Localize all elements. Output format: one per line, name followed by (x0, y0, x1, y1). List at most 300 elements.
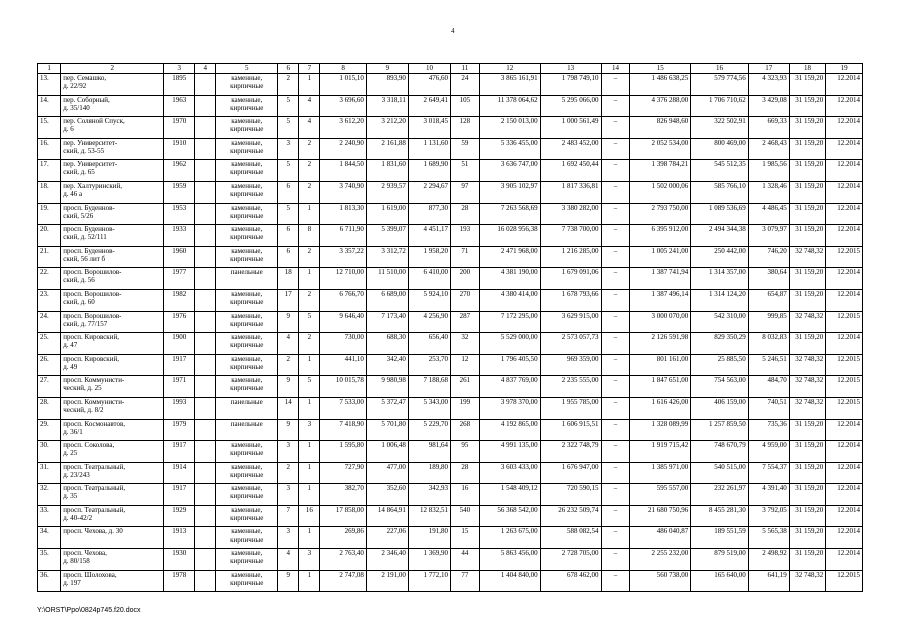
table-cell: 16 (450, 484, 479, 506)
table-cell: 2 (299, 289, 320, 311)
table-cell: 1 692 450,44 (540, 160, 601, 182)
table-cell: просп. Соколова, д. 25 (61, 441, 164, 463)
table-cell: 720 590,15 (540, 484, 601, 506)
table-cell: 12.2014 (826, 462, 863, 484)
table-cell: 730,00 (320, 333, 367, 355)
table-cell: 727,90 (320, 462, 367, 484)
table-cell: 1 (299, 527, 320, 549)
table-cell: 7 533,00 (320, 397, 367, 419)
table-cell: 2 235 555,00 (540, 376, 601, 398)
table-cell: – (601, 441, 630, 463)
table-cell: 999,85 (748, 311, 789, 333)
table-cell: 3 629 915,00 (540, 311, 601, 333)
table-cell: 17 (278, 289, 299, 311)
table-cell: 1 (299, 203, 320, 225)
table-cell: 105 (450, 95, 479, 117)
table-cell: 2 240,90 (320, 138, 367, 160)
table-cell: 12.2014 (826, 138, 863, 160)
table-cell: 3 (278, 138, 299, 160)
table-cell (195, 376, 216, 398)
column-header-12: 12 (479, 64, 540, 74)
table-cell: просп. Буденнов- ский, 5/26 (61, 203, 164, 225)
table-cell: 6 (278, 246, 299, 268)
table-cell: пер. Халтуринский, д. 46 а (61, 181, 164, 203)
table-cell (195, 354, 216, 376)
table-cell: 31 159,20 (789, 505, 826, 527)
table-cell: просп. Чехова, д. 30 (61, 527, 164, 549)
table-cell: 1 089 536,69 (691, 203, 749, 225)
table-cell: 28. (38, 397, 61, 419)
table-cell: просп. Коммунисти- ческий, д. 25 (61, 376, 164, 398)
table-cell: 31 159,20 (789, 181, 826, 203)
table-cell: 12.2014 (826, 333, 863, 355)
table-cell: 1979 (164, 419, 195, 441)
table-cell: 3 312,72 (366, 246, 408, 268)
table-cell: 322 502,91 (691, 117, 749, 139)
table-cell: 31 159,20 (789, 95, 826, 117)
table-cell: 18 (278, 268, 299, 290)
table-cell: 2 052 534,00 (630, 138, 691, 160)
table-cell: 1 689,90 (408, 160, 450, 182)
table-cell: 21 680 750,96 (630, 505, 691, 527)
table-cell: каменные, кирпичные (216, 441, 278, 463)
table-cell: 1 502 000,06 (630, 181, 691, 203)
table-cell: 2 (299, 138, 320, 160)
table-cell (195, 117, 216, 139)
table-cell: – (601, 354, 630, 376)
table-cell: 7 188,68 (408, 376, 450, 398)
table-cell: 14 (278, 397, 299, 419)
table-cell: 31 159,20 (789, 225, 826, 247)
table-cell (195, 484, 216, 506)
column-header-10: 10 (408, 64, 450, 74)
table-cell: 1900 (164, 333, 195, 355)
table-cell: пер. Университет- ский, д. 53-55 (61, 138, 164, 160)
table-cell: 4 323,93 (748, 74, 789, 96)
table-cell: 270 (450, 289, 479, 311)
table-cell: 1 817 336,81 (540, 181, 601, 203)
table-cell: 27. (38, 376, 61, 398)
table-cell: – (601, 268, 630, 290)
table-row (38, 441, 863, 463)
table-cell (195, 181, 216, 203)
table-cell: 342,93 (408, 484, 450, 506)
table-cell: 31 159,20 (789, 138, 826, 160)
table-cell: 585 766,10 (691, 181, 749, 203)
table-cell: 9 (278, 570, 299, 592)
table-cell: – (601, 376, 630, 398)
table-cell: 3 000 070,00 (630, 311, 691, 333)
table-cell: – (601, 419, 630, 441)
table-cell: 15 (450, 527, 479, 549)
column-number-row (38, 64, 863, 74)
table-cell: 16 028 956,38 (479, 225, 540, 247)
table-cell: 2 294,67 (408, 181, 450, 203)
table-cell: 31 159,20 (789, 117, 826, 139)
table-row (38, 527, 863, 549)
table-cell: 879 519,00 (691, 549, 749, 571)
table-cell: 3 212,20 (366, 117, 408, 139)
table-row (38, 138, 863, 160)
table-cell: 5 343,00 (408, 397, 450, 419)
table-cell: 2 763,40 (320, 549, 367, 571)
table-cell: 12.2015 (826, 246, 863, 268)
table-cell: каменные, кирпичные (216, 484, 278, 506)
table-cell: 588 082,54 (540, 527, 601, 549)
table-cell: 18. (38, 181, 61, 203)
table-cell: просп. Ворошилов- ский, д. 60 (61, 289, 164, 311)
table-cell: 2 498,92 (748, 549, 789, 571)
table-row (38, 203, 863, 225)
table-cell: 4 376 288,00 (630, 95, 691, 117)
table-cell: 232 261,97 (691, 484, 749, 506)
table-cell: 4 486,45 (748, 203, 789, 225)
table-cell: 261 (450, 376, 479, 398)
table-cell: 12.2014 (826, 505, 863, 527)
table-cell: 25 885,50 (691, 354, 749, 376)
table-cell: 1 813,30 (320, 203, 367, 225)
table-cell: 2 649,41 (408, 95, 450, 117)
table-cell (195, 505, 216, 527)
table-cell: 56 368 542,00 (479, 505, 540, 527)
table-cell: 5 399,07 (366, 225, 408, 247)
table-row (38, 333, 863, 355)
table-cell: 32 748,32 (789, 376, 826, 398)
table-cell: 95 (450, 441, 479, 463)
table-row (38, 74, 863, 96)
column-header-9: 9 (366, 64, 408, 74)
table-cell: 12.2014 (826, 74, 863, 96)
table-cell: 32. (38, 484, 61, 506)
table-cell (195, 527, 216, 549)
table-cell: 200 (450, 268, 479, 290)
table-cell: 352,60 (366, 484, 408, 506)
table-cell: 342,40 (366, 354, 408, 376)
table-cell (195, 570, 216, 592)
table-cell: 1 798 749,10 (540, 74, 601, 96)
table-cell: 1 844,50 (320, 160, 367, 182)
table-cell: 1 606 915,51 (540, 419, 601, 441)
table-cell: 7 418,90 (320, 419, 367, 441)
table-row (38, 181, 863, 203)
table-cell: 4 959,00 (748, 441, 789, 463)
column-header-4: 4 (195, 64, 216, 74)
table-cell: 3 (299, 549, 320, 571)
table-cell: 542 310,00 (691, 311, 749, 333)
table-cell: 2 322 748,79 (540, 441, 601, 463)
table-cell: 1 398 784,21 (630, 160, 691, 182)
table-cell: 1 847 651,00 (630, 376, 691, 398)
table-cell: 2 (299, 333, 320, 355)
table-cell: 1 131,60 (408, 138, 450, 160)
table-cell: – (601, 549, 630, 571)
table-cell: просп. Буденнов- ский, 56 лит б (61, 246, 164, 268)
table-cell: 30. (38, 441, 61, 463)
table-cell: 31 159,20 (789, 527, 826, 549)
table-cell: 17. (38, 160, 61, 182)
table-cell: – (601, 527, 630, 549)
table-cell: 3 636 747,00 (479, 160, 540, 182)
table-cell: 1 619,00 (366, 203, 408, 225)
table-cell: 1 678 793,66 (540, 289, 601, 311)
table-cell: 1917 (164, 441, 195, 463)
table-cell: 21. (38, 246, 61, 268)
table-cell: 1962 (164, 160, 195, 182)
table-row (38, 419, 863, 441)
table-cell: 32 (450, 333, 479, 355)
table-cell: 5 701,80 (366, 419, 408, 441)
table-cell: 441,10 (320, 354, 367, 376)
table-cell: 29. (38, 419, 61, 441)
table-cell: 6 (278, 225, 299, 247)
table-cell: 2 939,57 (366, 181, 408, 203)
table-cell: – (601, 181, 630, 203)
table-cell: пер. Соляной Спуск, д. 6 (61, 117, 164, 139)
table-cell: 31 159,20 (789, 289, 826, 311)
table-cell: 801 161,00 (630, 354, 691, 376)
table-cell: 748 670,79 (691, 441, 749, 463)
table-cell: 1982 (164, 289, 195, 311)
table-cell (195, 289, 216, 311)
table-cell (195, 160, 216, 182)
table-cell: 5 295 066,00 (540, 95, 601, 117)
table-cell: 1 369,90 (408, 549, 450, 571)
table-cell: каменные, кирпичные (216, 138, 278, 160)
table-cell: каменные, кирпичные (216, 225, 278, 247)
table-cell: 1895 (164, 74, 195, 96)
table-cell: 893,90 (366, 74, 408, 96)
table-cell: 656,40 (408, 333, 450, 355)
table-cell: 540 515,00 (691, 462, 749, 484)
table-cell: просп. Театральный, д. 35 (61, 484, 164, 506)
table-cell (195, 419, 216, 441)
table-cell: 540 (450, 505, 479, 527)
table-cell: 33. (38, 505, 61, 527)
table-cell: 13. (38, 74, 61, 96)
table-cell: 3 429,08 (748, 95, 789, 117)
table-cell: 9 (278, 376, 299, 398)
table-cell: 1914 (164, 462, 195, 484)
table-cell: – (601, 225, 630, 247)
table-cell: 12.2015 (826, 311, 863, 333)
table-cell: – (601, 138, 630, 160)
table-cell: 51 (450, 160, 479, 182)
table-row (38, 268, 863, 290)
table-cell: каменные, кирпичные (216, 311, 278, 333)
table-cell: 1917 (164, 354, 195, 376)
table-cell: 31 159,20 (789, 419, 826, 441)
table-cell: каменные, кирпичные (216, 181, 278, 203)
table-cell: 32 748,32 (789, 311, 826, 333)
table-cell: 5 (278, 203, 299, 225)
column-header-5: 5 (216, 64, 278, 74)
table-cell: 7 (278, 505, 299, 527)
table-cell: просп. Театральный, д. 23/243 (61, 462, 164, 484)
table-cell (195, 95, 216, 117)
table-cell: 97 (450, 181, 479, 203)
table-cell: 253,70 (408, 354, 450, 376)
table-cell: 189,80 (408, 462, 450, 484)
column-header-3: 3 (164, 64, 195, 74)
table-cell: 6 (278, 181, 299, 203)
table-cell: 10 015,78 (320, 376, 367, 398)
table-row (38, 95, 863, 117)
table-cell: 1 387 741,94 (630, 268, 691, 290)
table-cell: просп. Чехова, д. 80/158 (61, 549, 164, 571)
table-cell: 2 (299, 181, 320, 203)
table-cell: 287 (450, 311, 479, 333)
table-cell: 189 551,59 (691, 527, 749, 549)
table-cell: 2 (278, 462, 299, 484)
table-cell: каменные, кирпичные (216, 354, 278, 376)
table-cell: 9 (278, 419, 299, 441)
table-cell: 1 676 947,00 (540, 462, 601, 484)
table-cell: 199 (450, 397, 479, 419)
table-cell: 1 000 561,49 (540, 117, 601, 139)
table-cell: 9 646,40 (320, 311, 367, 333)
table-cell: 5 (278, 117, 299, 139)
table-cell: 4 (278, 333, 299, 355)
table-cell: 16. (38, 138, 61, 160)
column-header-14: 14 (601, 64, 630, 74)
table-cell: – (601, 95, 630, 117)
table-cell: 477,00 (366, 462, 408, 484)
table-cell: 1976 (164, 311, 195, 333)
table-cell: 6 711,90 (320, 225, 367, 247)
table-row (38, 484, 863, 506)
column-header-8: 8 (320, 64, 367, 74)
table-cell: 4 391,40 (748, 484, 789, 506)
table-cell: пер. Семашко, д. 22/92 (61, 74, 164, 96)
table-cell: 12.2014 (826, 203, 863, 225)
table-cell: 380,64 (748, 268, 789, 290)
table-cell: каменные, кирпичные (216, 462, 278, 484)
table-cell: 12.2014 (826, 181, 863, 203)
table-cell: 1929 (164, 505, 195, 527)
table-cell: 2 150 013,00 (479, 117, 540, 139)
table-cell: 26 232 509,74 (540, 505, 601, 527)
table-cell: 11 510,00 (366, 268, 408, 290)
table-cell: – (601, 462, 630, 484)
table-cell: 31. (38, 462, 61, 484)
table-cell: каменные, кирпичные (216, 333, 278, 355)
table-cell: просп. Кировский, д. 47 (61, 333, 164, 355)
table-cell: 7 173,40 (366, 311, 408, 333)
page-number: 4 (451, 27, 455, 35)
table-cell: 3 (299, 419, 320, 441)
table-cell: 3 865 161,91 (479, 74, 540, 96)
table-cell: 34. (38, 527, 61, 549)
table-cell: 7 738 700,00 (540, 225, 601, 247)
table-cell: каменные, кирпичные (216, 74, 278, 96)
table-cell (195, 74, 216, 96)
table-row (38, 570, 863, 592)
table-cell: 4 380 414,00 (479, 289, 540, 311)
table-cell: 3 905 102,97 (479, 181, 540, 203)
table-cell: – (601, 333, 630, 355)
table-cell: каменные, кирпичные (216, 505, 278, 527)
table-cell: 1917 (164, 484, 195, 506)
table-cell: 1 706 710,62 (691, 95, 749, 117)
column-header-2: 2 (61, 64, 164, 74)
table-cell: просп. Ворошилов- ский, д. 56 (61, 268, 164, 290)
table-cell: 2 747,08 (320, 570, 367, 592)
table-cell: 9 980,98 (366, 376, 408, 398)
table-cell: 227,06 (366, 527, 408, 549)
table-cell: 12.2014 (826, 225, 863, 247)
table-cell: 1960 (164, 246, 195, 268)
table-cell: 484,70 (748, 376, 789, 398)
table-cell: каменные, кирпичные (216, 117, 278, 139)
table-cell: 1 679 091,06 (540, 268, 601, 290)
table-cell (195, 441, 216, 463)
table-cell: 6 410,00 (408, 268, 450, 290)
table-cell: 2 191,00 (366, 570, 408, 592)
table-cell: 8 032,83 (748, 333, 789, 355)
table-cell: 3 018,45 (408, 117, 450, 139)
table-cell: 740,51 (748, 397, 789, 419)
table-cell: 2 346,40 (366, 549, 408, 571)
table-row (38, 376, 863, 398)
table-cell: 1977 (164, 268, 195, 290)
table-cell: каменные, кирпичные (216, 376, 278, 398)
table-cell: 4 381 190,00 (479, 268, 540, 290)
table-cell: 31 159,20 (789, 549, 826, 571)
table-cell: 1 (299, 570, 320, 592)
table-cell: просп. Космонавтов, д. 36/1 (61, 419, 164, 441)
table-cell: 2 161,88 (366, 138, 408, 160)
table-cell: 829 350,29 (691, 333, 749, 355)
table-cell: 1 (299, 354, 320, 376)
table-cell (195, 549, 216, 571)
table-cell (195, 268, 216, 290)
table-cell: каменные, кирпичные (216, 527, 278, 549)
table-cell (195, 462, 216, 484)
table-cell (195, 203, 216, 225)
table-cell: 5 (278, 95, 299, 117)
table-cell: 579 774,56 (691, 74, 749, 96)
table-cell: 2 (278, 74, 299, 96)
table-row (38, 354, 863, 376)
table-cell: 4 192 865,00 (479, 419, 540, 441)
table-cell: 4 256,90 (408, 311, 450, 333)
table-cell: 9 (278, 311, 299, 333)
table-cell: просп. Кировский, д. 49 (61, 354, 164, 376)
table-cell: 1 (299, 441, 320, 463)
table-cell: 12 (450, 354, 479, 376)
table-cell: 32 748,32 (789, 354, 826, 376)
table-cell: – (601, 505, 630, 527)
table-cell: панельные (216, 268, 278, 290)
table-cell: – (601, 203, 630, 225)
table-cell: 4 991 135,00 (479, 441, 540, 463)
table-row (38, 311, 863, 333)
table-cell: пер. Университет- ский, д. 65 (61, 160, 164, 182)
table-cell: 2 126 591,98 (630, 333, 691, 355)
table-cell: 12.2014 (826, 160, 863, 182)
table-cell: 4 451,17 (408, 225, 450, 247)
table-cell: 2 (278, 354, 299, 376)
table-cell: 128 (450, 117, 479, 139)
table-cell: 17 858,00 (320, 505, 367, 527)
table-cell: 31 159,20 (789, 268, 826, 290)
table-cell: 12.2015 (826, 376, 863, 398)
table-cell: 2 793 750,00 (630, 203, 691, 225)
table-cell: 23. (38, 289, 61, 311)
table-cell: 1 257 859,50 (691, 419, 749, 441)
table-cell: 2 468,43 (748, 138, 789, 160)
table-cell: просп. Коммунисти- ческий, д. 8/2 (61, 397, 164, 419)
